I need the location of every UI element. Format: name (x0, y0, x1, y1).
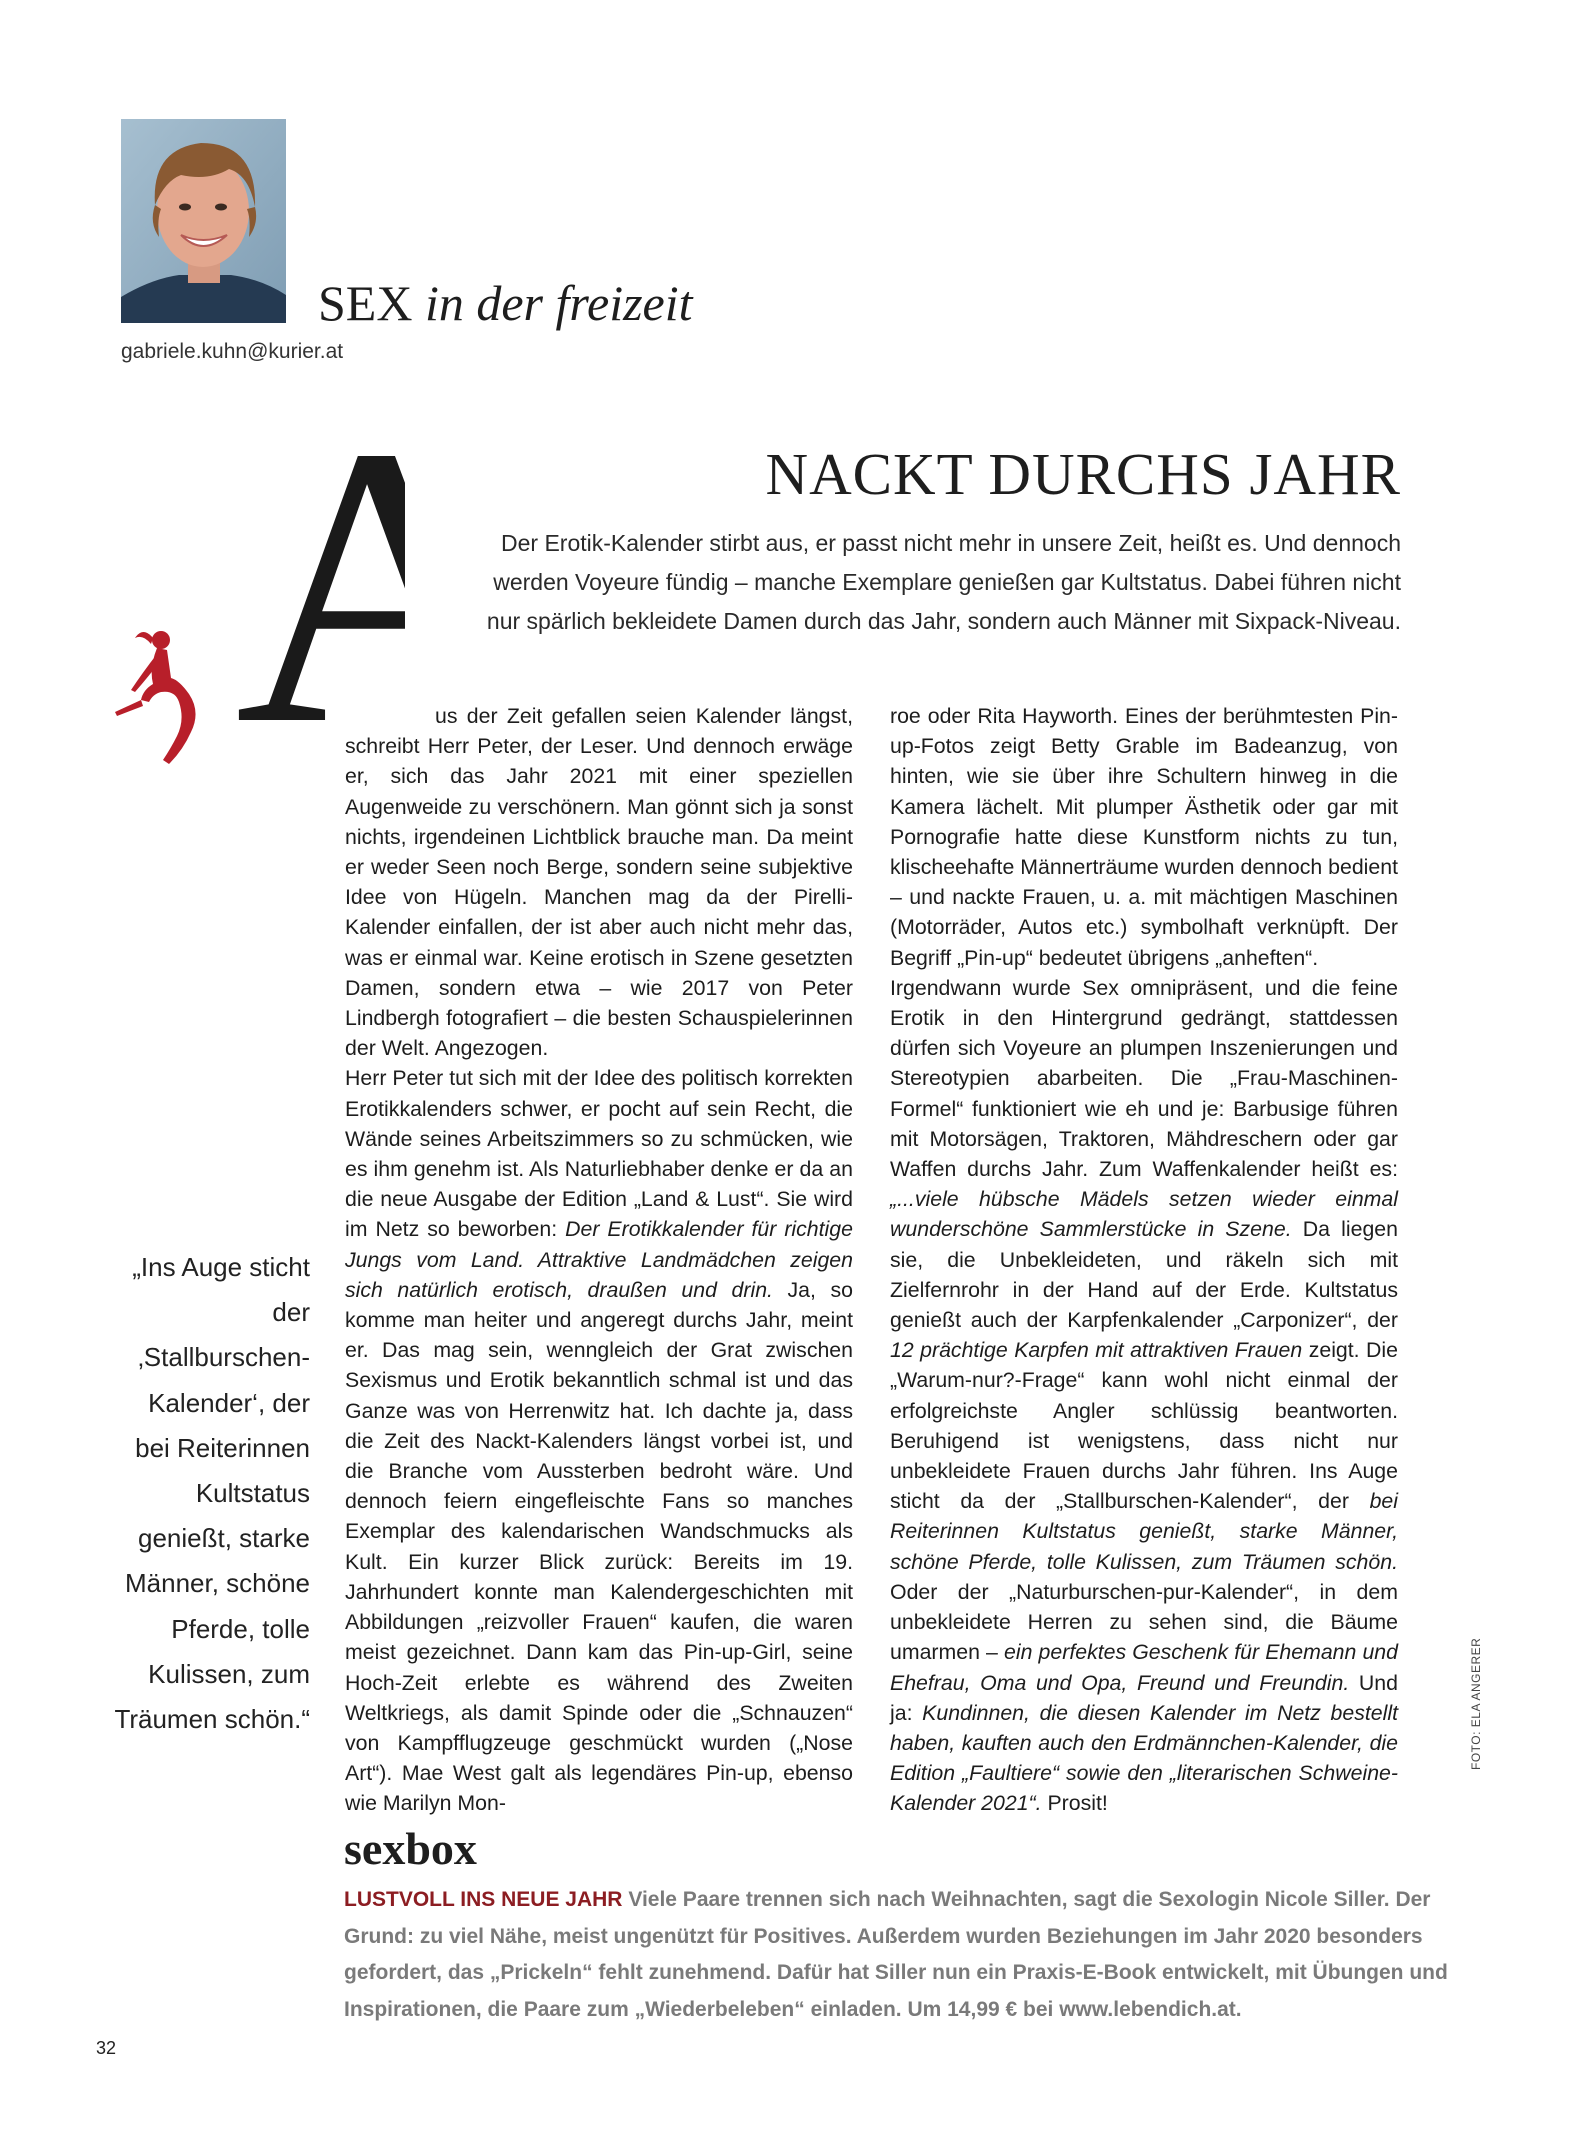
sexbox-lead: LUSTVOLL INS NEUE JAHR (344, 1888, 623, 1911)
photo-credit: FOTO: ELA ANGERER (1469, 1637, 1483, 1770)
body-paragraph: Irgendwann wurde Sex omnipräsent, und die feine Erotik in den Hintergrund gedrängt, stattdessen dürfen sich Voyeure an plumpen Inszenierungen und Stereotypien abarbeiten. Die „Frau-Maschinen-Formel“ funktioniert wie eh und je: Barbusige führen mit Motorsägen, Traktoren, Mähdreschern oder gar Waffen durchs Jahr. Zum Waffenkalender heißt es: „...viele hübsche Mädels setzen wieder einmal wunderschöne Sammlerstücke in Szene. Da liegen sie, die Unbekleideten, und räkeln sich mit Zielfernrohr in der Hand auf der Erde. Kultstatus genießt auch der Karpfenkalender „Carponizer“, der 12 prächtige Karpfen mit attraktiven Frauen zeigt. Die „Warum-nur?-Frage“ kann wohl nicht einmal der erfolgreichste Angler schlüssig beantworten. Beruhigend ist wenigstens, dass nicht nur unbekleidete Frauen durchs Jahr führen. Ins Auge sticht da der „Stallburschen-Kalender“, der bei Reiterinnen Kultstatus genießt, starke Männer, schöne Pferde, tolle Kulissen, zum Träumen schön. Oder der „Naturburschen-pur-Kalender“, in dem unbekleidete Herren zu sehen sind, die Bäume umarmen – ein perfektes Geschenk für Ehemann und Ehefrau, Oma und Opa, Freund und Freundin. Und ja: Kundinnen, die diesen Kalender im Netz bestellt haben, kauften auch den Erdmännchen-Kalender, die Edition „Faultiere“ sowie den „literarischen Schweine-Kalender 2021“. Prosit! (890, 975, 1399, 1816)
quote-inline: Der Erotikkalender für richtige Jungs vom Land. Attraktive Landmädchen zeigen sich natürlich erotisch, draußen und drin. (345, 1217, 853, 1302)
drop-cap-graphic (175, 430, 405, 730)
headline: NACKT DURCHS JAHR (765, 441, 1401, 507)
sexbox-body: Viele Paare trennen sich nach Weihnachten, sagt die Sexologin Nicole Siller. Der Grund: zu viel Nähe, meist ungenützt für Positives. Außerdem wurden Beziehungen im Jahr 2020 besonders gefordert, das „Prickeln“ fehlt zunehmend. Dafür hat Siller nun ein Praxis-E-Book entwickelt, mit Übungen und Inspirationen, die Paare zum „Wiederbeleben“ einladen. Um 14,99 € bei www.lebendich.at. (344, 1888, 1448, 2021)
body-paragraph: us der Zeit gefallen seien Kalender längst, schreibt Herr Peter, der Leser. Und dennoch erwäge er, sich das Jahr 2021 mit einer speziellen Augenweide zu verschönern. Man gönnt sich ja sonst nichts, irgendeinen Lichtblick brauche man. Da meint er weder Seen noch Berge, sondern seine subjektive Idee von Hügeln. Manchen mag da der Pirelli-Kalender einfallen, der ist aber auch nicht mehr das, was er einmal war. Keine erotisch in Szene gesetzten Damen, sondern etwa – wie 2017 von Peter Lindbergh fotografiert – die besten Schauspielerinnen der Welt. Angezogen. (345, 704, 853, 1061)
drop-cap (175, 430, 405, 730)
author-photo (121, 119, 286, 323)
author-portrait-image (121, 119, 286, 323)
body-paragraph: Herr Peter tut sich mit der Idee des politisch korrekten Erotikkalenders schwer, er pocht auf sein Recht, die Wände seines Arbeitszimmers so zu schmücken, wie es ihm genehm ist. Als Naturliebhaber denke er da an die neue Ausgabe der Edition „Land & Lust“. Sie wird im Netz so beworben: Der Erotikkalender für richtige Jungs vom Land. Attraktive Landmädchen zeigen sich natürlich erotisch, draußen und drin. Ja, so komme man heiter und angeregt durchs Jahr, meint er. Das mag sein, wenngleich der Grat zwischen Sexismus und Erotik bekanntlich schmal ist und das Ganze was von Herrenwitz hat. Ich dachte ja, dass die Zeit des Nackt-Kalenders längst vorbei ist, und die Branche vom Aussterben bedroht wäre. Und dennoch feiern eingefleischte Fans so manches Exemplar des kalendarischen Wandschmucks als Kult. Ein kurzer Blick zurück: Bereits im 19. Jahrhundert konnte man Kalendergeschichten mit Abbildungen „reizvoller Frauen“ kaufen, die waren meist gezeichnet. Dann kam das Pin-up-Girl, seine Hoch-Zeit erlebte es während des Zweiten Weltkriegs, als damit Spinde oder die „Schnauzen“ von Kampfflugzeuge geschmückt wurden („Nose Art“). Mae West galt als legendäres Pin-up, ebenso wie Marilyn Mon- (345, 1066, 853, 1816)
sexbox-text (344, 1882, 1474, 2028)
author-email[interactable]: gabriele.kuhn@kurier.at (121, 340, 344, 363)
body-paragraph: roe oder Rita Hayworth. Eines der berühmtesten Pin-up-Fotos zeigt Betty Grable im Badeanzug, von hinten, wie sie über ihre Schultern hinweg in die Kamera lächelt. Mit plumper Ästhetik oder gar mit Pornografie hatte diese Kunstform nichts zu tun, klischeehafte Männerträume wurden dennoch bedient – und nackte Frauen, u. a. mit mächtigen Maschinen (Motorräder, Autos etc.) symbolhaft verknüpft. Der Begriff „Pin-up“ bedeutet übrigens „anheften“. (890, 704, 1398, 970)
pinup-silhouette-icon (113, 628, 208, 768)
drop-cap-letter: A (235, 430, 405, 730)
page-number: 32 (96, 2038, 117, 2058)
body-column-2 (890, 701, 1398, 1819)
pull-quote: „Ins Auge sticht der ‚Stallburschen-Kalender‘, der bei Reiterinnen Kultstatus genießt, starke Männer, schöne Pferde, tolle Kulissen, zum Träumen schön.“ (114, 1252, 310, 1735)
sexbox-title: sexbox (344, 1823, 477, 1874)
body-column-1 (345, 701, 853, 1819)
standfirst: Der Erotik-Kalender stirbt aus, er passt nicht mehr in unsere Zeit, heißt es. Und dennoch werden Voyeure fündig – manche Exemplare genießen gar Kultstatus. Dabei führen nicht nur spärlich bekleidete Damen durch das Jahr, sondern auch Männer mit Sixpack-Niveau. (486, 530, 1401, 634)
column-title-main: SEX (318, 275, 413, 331)
column-title-italic: in der freizeit (424, 275, 693, 331)
column-title (318, 274, 693, 332)
